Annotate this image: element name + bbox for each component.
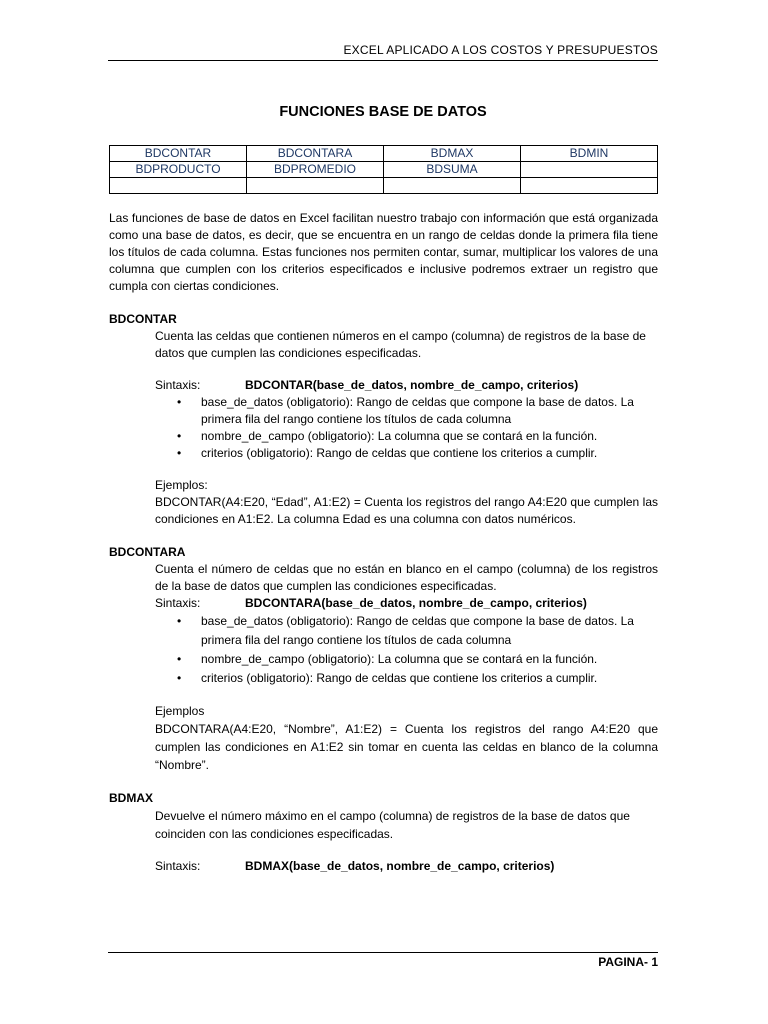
table-cell: BDPRODUCTO bbox=[110, 162, 247, 178]
document-body bbox=[109, 210, 658, 875]
syntax-line bbox=[155, 377, 658, 394]
header-rule bbox=[108, 60, 658, 61]
list-item-text: nombre_de_campo (obligatorio): La columna que se contará en la función. bbox=[201, 652, 598, 666]
syntax-line bbox=[155, 858, 658, 875]
table-row bbox=[110, 146, 658, 162]
table-cell: BDMIN bbox=[521, 146, 658, 162]
list-item-text: base_de_datos (obligatorio): Rango de celdas que compone la base de datos. La primera fila del rango contiene los títulos de cada columna bbox=[201, 614, 634, 647]
list-item-text: criterios (obligatorio): Rango de celdas que contiene los criterios a cumplir. bbox=[201, 446, 598, 460]
list-item-text: criterios (obligatorio): Rango de celdas que contiene los criterios a cumplir. bbox=[201, 671, 598, 685]
syntax-label: Sintaxis: bbox=[155, 378, 201, 392]
table-cell bbox=[521, 178, 658, 194]
syntax-line bbox=[155, 595, 658, 612]
table-row bbox=[110, 162, 658, 178]
list-item bbox=[177, 428, 658, 445]
table-cell: BDCONTARA bbox=[247, 146, 384, 162]
page-number: PAGINA- 1 bbox=[598, 955, 658, 969]
syntax-code: BDMAX(base_de_datos, nombre_de_campo, criterios) bbox=[245, 859, 555, 873]
footer-rule bbox=[108, 952, 658, 953]
list-item-text: base_de_datos (obligatorio): Rango de celdas que compone la base de datos. La primera fila del rango contiene los títulos de cada columna bbox=[201, 395, 634, 426]
table-cell bbox=[110, 178, 247, 194]
list-item bbox=[177, 394, 658, 428]
syntax-code: BDCONTARA(base_de_datos, nombre_de_campo, criterios) bbox=[245, 596, 587, 610]
bullet-icon: • bbox=[177, 446, 182, 460]
table-cell: BDCONTAR bbox=[110, 146, 247, 162]
section-title-bdcontar: BDCONTAR bbox=[109, 312, 177, 326]
table-cell bbox=[384, 178, 521, 194]
list-item bbox=[177, 669, 658, 688]
section-description: Cuenta el número de celdas que no están en blanco en el campo (columna) de los registros de la base de datos que cumplen las condiciones especificadas. bbox=[155, 562, 658, 593]
example-text: BDCONTARA(A4:E20, “Nombre”, A1:E2) = Cuenta los registros del rango A4:E20 que cumplen las condiciones en A1:E2 sin tomar en cuenta las celdas en blanco de la columna “Nombre”. bbox=[155, 722, 658, 772]
running-header: EXCEL APLICADO A LOS COSTOS Y PRESUPUESTOS bbox=[343, 43, 658, 57]
list-item bbox=[177, 445, 658, 462]
functions-table bbox=[109, 145, 658, 194]
example-text: BDCONTAR(A4:E20, “Edad”, A1:E2) = Cuenta los registros del rango A4:E20 que cumplen las condiciones en A1:E2. La columna Edad es una columna con datos numéricos. bbox=[155, 495, 658, 526]
list-item bbox=[177, 612, 658, 650]
bullet-icon: • bbox=[177, 671, 182, 685]
section-description: Devuelve el número máximo en el campo (columna) de registros de la base de datos que coinciden con las condiciones especificadas. bbox=[155, 809, 630, 841]
table-cell: BDMAX bbox=[384, 146, 521, 162]
examples-label: Ejemplos: bbox=[155, 478, 208, 492]
list-item bbox=[177, 650, 658, 669]
table-row bbox=[110, 178, 658, 194]
section-title-bdmax: BDMAX bbox=[109, 791, 153, 805]
page-title: FUNCIONES BASE DE DATOS bbox=[279, 104, 487, 120]
bullet-icon: • bbox=[177, 429, 182, 443]
examples-label: Ejemplos bbox=[155, 704, 205, 718]
bullet-icon: • bbox=[177, 614, 182, 628]
argument-list bbox=[177, 612, 658, 688]
argument-list bbox=[177, 394, 658, 462]
table-cell: BDSUMA bbox=[384, 162, 521, 178]
table-cell: BDPROMEDIO bbox=[247, 162, 384, 178]
intro-paragraph: Las funciones de base de datos en Excel facilitan nuestro trabajo con información que está organizada como una base de datos, es decir, que se encuentra en un rango de celdas donde la primera fila tiene los títulos de cada columna. Estas funciones nos permiten contar, sumar, multiplicar los valores de una columna que cumplen con los criterios especificados e inclusive podremos extraer un registro que cumpla con ciertas condiciones. bbox=[109, 211, 658, 293]
section-title-bdcontara: BDCONTARA bbox=[109, 545, 186, 559]
bullet-icon: • bbox=[177, 395, 182, 409]
list-item-text: nombre_de_campo (obligatorio): La columna que se contará en la función. bbox=[201, 429, 598, 443]
syntax-label: Sintaxis: bbox=[155, 596, 201, 610]
table-cell bbox=[247, 178, 384, 194]
syntax-code: BDCONTAR(base_de_datos, nombre_de_campo, criterios) bbox=[245, 378, 579, 392]
section-description: Cuenta las celdas que contienen números en el campo (columna) de registros de la base de datos que cumplen las condiciones especificadas. bbox=[155, 329, 646, 360]
bullet-icon: • bbox=[177, 652, 182, 666]
table-cell bbox=[521, 162, 658, 178]
syntax-label: Sintaxis: bbox=[155, 859, 201, 873]
